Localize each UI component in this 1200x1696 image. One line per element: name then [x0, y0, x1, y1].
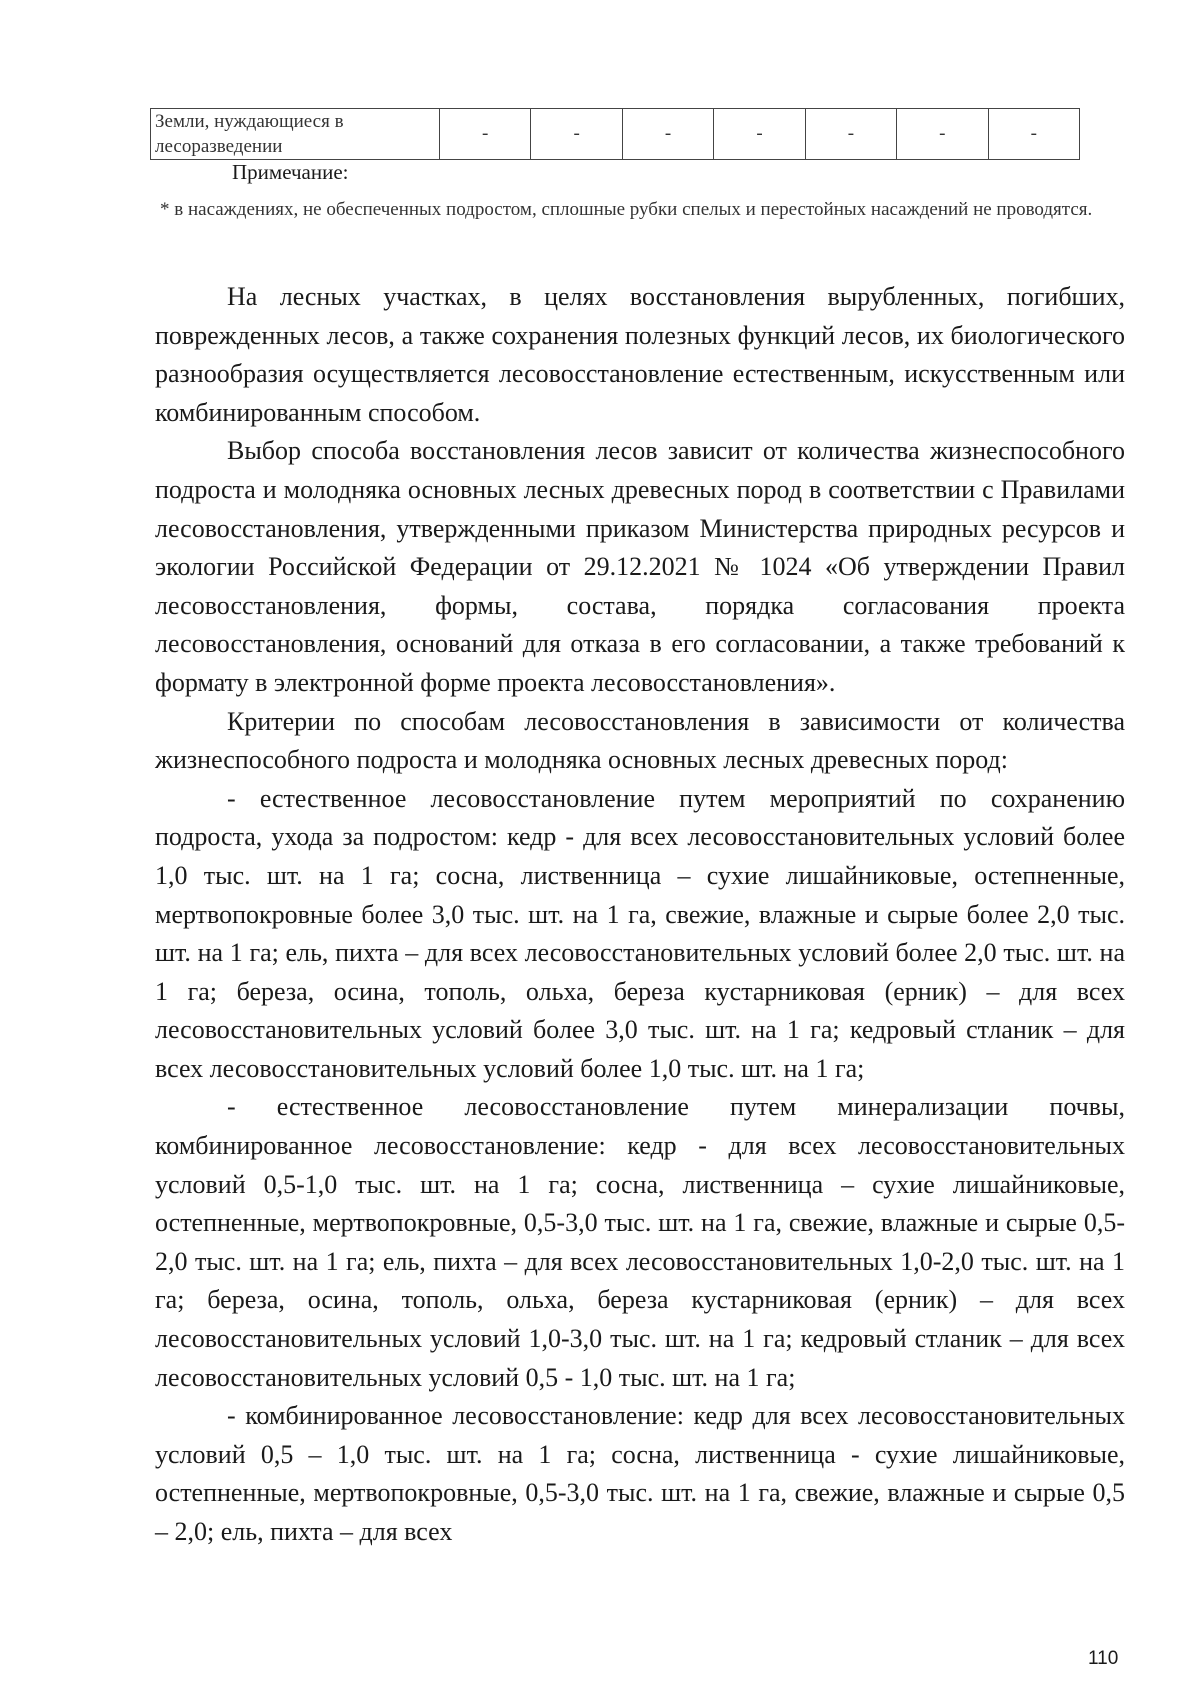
- body-text: [155, 278, 1125, 1552]
- table-cell: -: [897, 109, 988, 160]
- paragraph-list-item: - комбинированное лесовосстановление: кедр для всех лесовосстановительных условий 0,5 – 1,0 тыс. шт. на 1 га; сосна, лиственница - сухие лишайниковые, остепненные, мертвопокровные, 0,5-3,0 тыс. шт. на 1 га, свежие, влажные и сырые 0,5 – 2,0; ель, пихта – для всех: [155, 1401, 1125, 1546]
- note-title: Примечание:: [232, 160, 349, 184]
- table-row-label: Земли, нуждающиеся в лесоразведении: [151, 109, 440, 160]
- paragraph-list-item: - естественное лесовосстановление путем минерализации почвы, комбинированное лесовосстановление: кедр - для всех лесовосстановительных условий 0,5-1,0 тыс. шт. на 1 га; сосна, лиственница – сухие лишайниковые, остепненные, мертвопокровные, 0,5-3,0 тыс. шт. на 1 га, свежие, влажные и сырые 0,5-2,0 тыс. шт. на 1 га; ель, пихта – для всех лесовосстановительных 1,0-2,0 тыс. шт. на 1 га; береза, осина, тополь, ольха, береза кустарниковая (ерник) – для всех лесовосстановительных условий 1,0-3,0 тыс. шт. на 1 га; кедровый стланик – для всех лесовосстановительных условий 0,5 - 1,0 тыс. шт. на 1 га;: [155, 1092, 1125, 1392]
- table-cell: -: [805, 109, 896, 160]
- paragraph: Выбор способа восстановления лесов зависит от количества жизнеспособного подроста и молодняка основных лесных древесных пород в соответствии с Правилами лесовосстановления, утвержденными приказом Министерства природных ресурсов и экологии Российской Федерации от 29.12.2021 № 1024 «Об утверждении Правил лесовосстановления, формы, состава, порядка согласования проекта лесовосстановления, оснований для отказа в его согласовании, а также требований к формату в электронной форме проекта лесовосстановления».: [155, 436, 1125, 697]
- page-number: 110: [1088, 1648, 1119, 1669]
- table-cell: -: [531, 109, 622, 160]
- table-cell: -: [622, 109, 713, 160]
- paragraph: Критерии по способам лесовосстановления в зависимости от количества жизнеспособного подроста и молодняка основных лесных древесных пород:: [155, 706, 1125, 775]
- table-cell: -: [440, 109, 531, 160]
- paragraph: На лесных участках, в целях восстановления вырубленных, погибших, поврежденных лесов, а также сохранения полезных функций лесов, их биологического разнообразия осуществляется лесовосстановление естественным, искусственным или комбинированным способом.: [155, 282, 1125, 427]
- table-cell: -: [988, 109, 1079, 160]
- table-fragment: [150, 108, 1080, 160]
- table-row: [151, 109, 1080, 160]
- paragraph-list-item: - естественное лесовосстановление путем мероприятий по сохранению подроста, ухода за подростом: кедр - для всех лесовосстановительных условий более 1,0 тыс. шт. на 1 га; сосна, лиственница – сухие лишайниковые, остепненные, мертвопокровные более 3,0 тыс. шт. на 1 га, свежие, влажные и сырые более 2,0 тыс. шт. на 1 га; ель, пихта – для всех лесовосстановительных условий более 2,0 тыс. шт. на 1 га; береза, осина, тополь, ольха, береза кустарниковая (ерник) – для всех лесовосстановительных условий более 3,0 тыс. шт. на 1 га; кедровый стланик – для всех лесовосстановительных условий более 1,0 тыс. шт. на 1 га;: [155, 783, 1125, 1083]
- note-text: * в насаждениях, не обеспеченных подростом, сплошные рубки спелых и перестойных насаждений не проводятся.: [160, 199, 1093, 220]
- table-cell: -: [714, 109, 805, 160]
